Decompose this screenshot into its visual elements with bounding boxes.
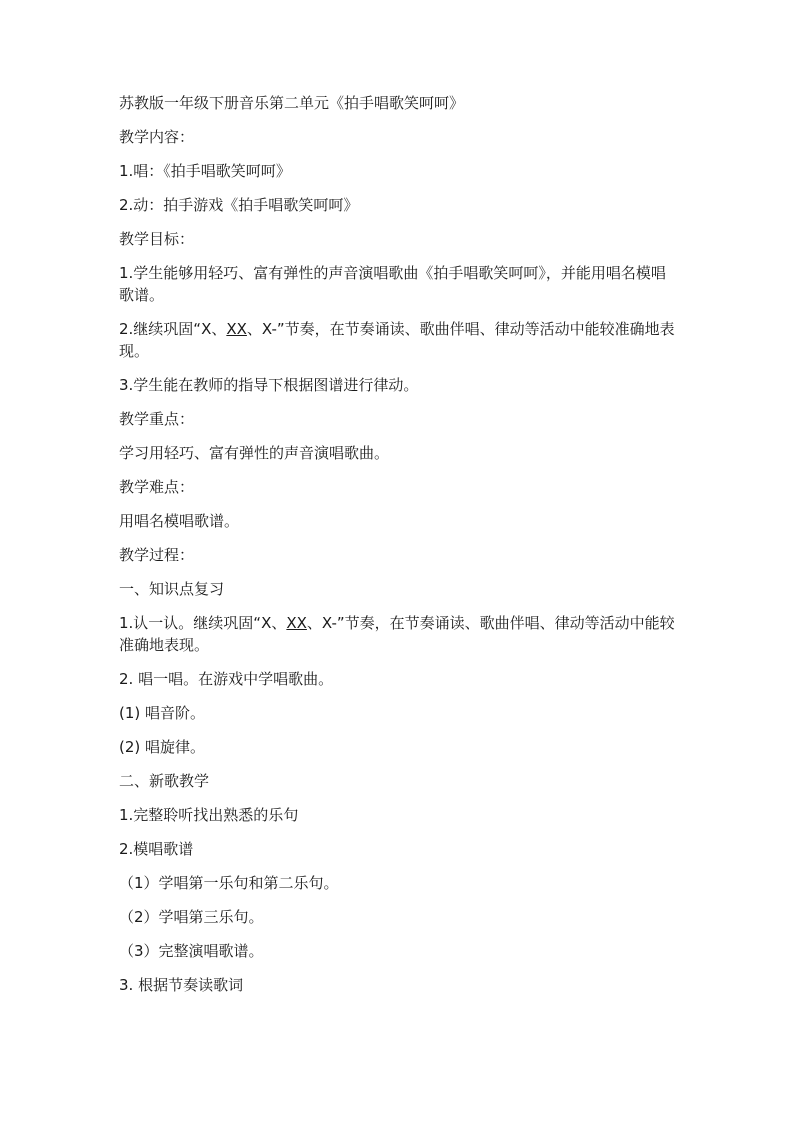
- new-song-item-3: 3. 根据节奏读歌词: [119, 976, 244, 994]
- heading-objectives: 教学目标：: [119, 230, 195, 248]
- review-item-1-pre: 1.认一认。继续巩固“X、: [119, 614, 287, 632]
- new-song-sub-2: （2）学唱第三乐句。: [119, 908, 264, 926]
- review-item-2: 2. 唱一唱。在游戏中学唱歌曲。: [119, 670, 334, 688]
- new-song-item-2: 2.模唱歌谱: [119, 840, 194, 858]
- new-song-sub-3: （3）完整演唱歌谱。: [119, 942, 264, 960]
- new-song-sub-1: （1）学唱第一乐句和第二乐句。: [119, 874, 339, 892]
- objective-2-post: 、X-”节奏，在节奏诵读、歌曲伴唱、律动等活动中能较准确地表现。: [119, 320, 675, 360]
- content-item-1: 1.唱：《拍手唱歌笑呵呵》: [119, 162, 291, 180]
- review-item-1: [119, 612, 679, 656]
- difficulty: 用唱名模唱歌谱。: [119, 512, 240, 530]
- objective-2: [119, 318, 679, 362]
- heading-difficulty: 教学难点：: [119, 478, 195, 496]
- section-review: 一、知识点复习: [119, 580, 225, 598]
- document-page: [119, 92, 679, 1008]
- objective-3: 3.学生能在教师的指导下根据图谱进行律动。: [119, 376, 419, 394]
- rhythm-xx-2: XX: [286, 614, 307, 632]
- objective-2-pre: 2.继续巩固“X、: [119, 320, 227, 338]
- document-title: 苏教版一年级下册音乐第二单元《拍手唱歌笑呵呵》: [119, 94, 465, 112]
- objective-1: 1.学生能够用轻巧、富有弹性的声音演唱歌曲《拍手唱歌笑呵呵》，并能用唱名模唱歌谱。: [119, 264, 666, 304]
- rhythm-xx: XX: [226, 320, 247, 338]
- section-new-song: 二、新歌教学: [119, 772, 210, 790]
- review-sub-1: (1) 唱音阶。: [119, 704, 206, 722]
- review-item-1-post: 、X-”节奏，在节奏诵读、歌曲伴唱、律动等活动中能较准确地表现。: [119, 614, 675, 654]
- heading-content: 教学内容：: [119, 128, 195, 146]
- content-item-2: 2.动：拍手游戏《拍手唱歌笑呵呵》: [119, 196, 359, 214]
- heading-process: 教学过程：: [119, 546, 195, 564]
- heading-key-points: 教学重点：: [119, 410, 195, 428]
- review-sub-2: (2) 唱旋律。: [119, 738, 206, 756]
- new-song-item-1: 1.完整聆听找出熟悉的乐句: [119, 806, 299, 824]
- key-point: 学习用轻巧、富有弹性的声音演唱歌曲。: [119, 444, 390, 462]
